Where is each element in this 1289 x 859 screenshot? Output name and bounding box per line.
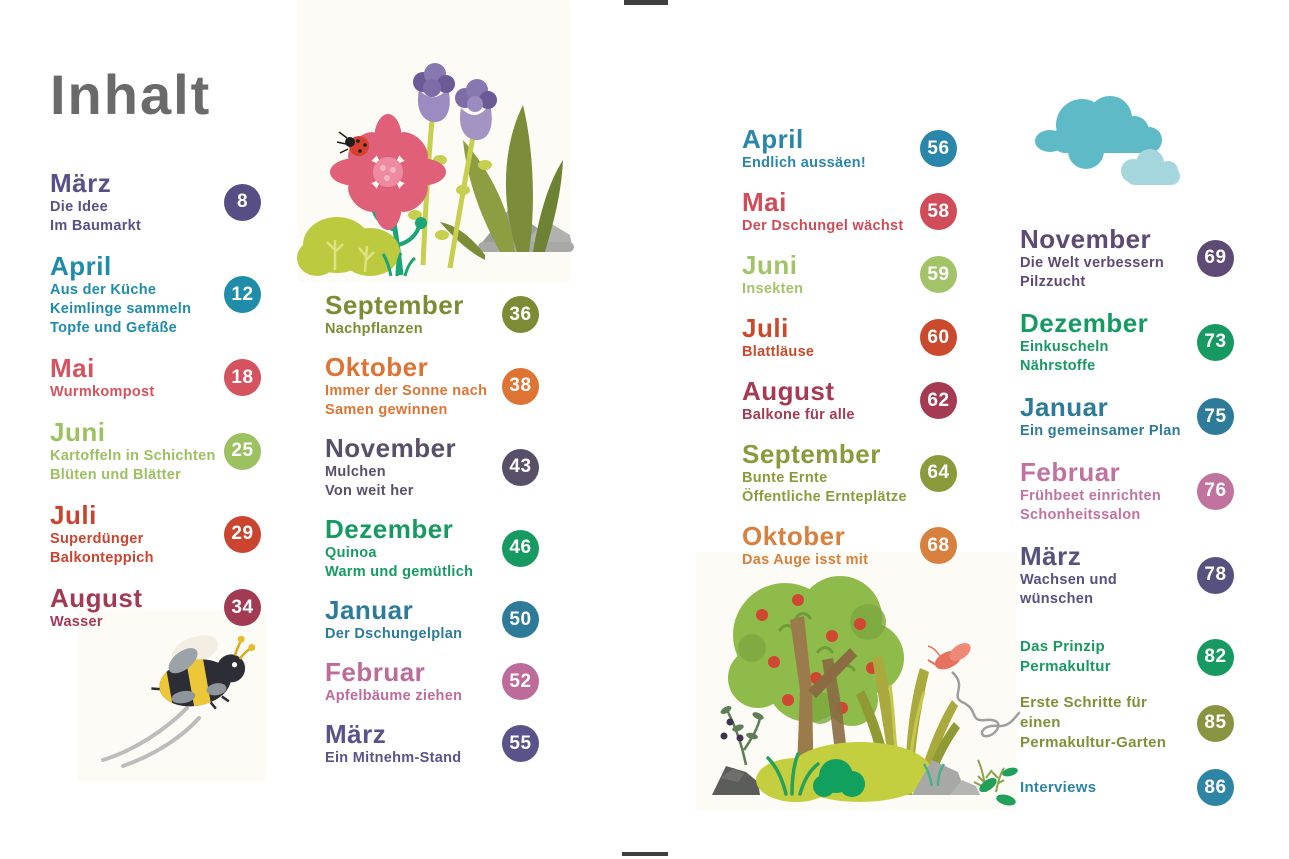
toc-section-entry <box>1020 693 1234 753</box>
entry-subtitle: Erste Schritte für einen <box>1020 694 1148 731</box>
month-heading: September <box>742 439 881 469</box>
entry-subtitle: Der Dschungel wächst <box>742 218 904 234</box>
toc-month-entry <box>50 168 261 236</box>
month-heading: April <box>50 251 112 281</box>
entry-subtitle: Samen gewinnen <box>325 402 448 418</box>
entry-subtitle: Schonheitssalon <box>1020 507 1141 523</box>
entry-subtitle: Endlich aussäen! <box>742 155 867 171</box>
flower-meadow-icon <box>295 30 575 280</box>
bumblebee-illustration <box>95 612 280 777</box>
entry-text <box>1020 541 1197 609</box>
entry-text <box>1020 308 1197 376</box>
toc-month-entry <box>325 352 539 420</box>
entry-subtitle: Topfe und Gefäße <box>50 320 177 336</box>
toc-month-entry <box>1020 457 1234 525</box>
garden-tree-illustration <box>700 560 1020 810</box>
toc-month-entry <box>325 433 539 501</box>
month-heading: Januar <box>325 595 414 625</box>
entry-subtitle: Balkone für alle <box>742 407 855 423</box>
toc-column-3 <box>742 124 957 584</box>
entry-text <box>742 439 920 507</box>
entry-subtitle: Superdünger <box>50 531 144 547</box>
toc-column-4 <box>1020 224 1234 822</box>
month-heading: November <box>1020 224 1152 254</box>
page-number-badge: 68 <box>920 527 957 564</box>
entry-text <box>325 657 502 706</box>
month-heading: Dezember <box>325 514 454 544</box>
entry-subtitle: Quinoa <box>325 545 377 561</box>
page-number-badge: 25 <box>224 433 261 470</box>
month-heading: März <box>50 168 112 198</box>
toc-month-entry <box>742 124 957 173</box>
entry-text <box>742 313 920 362</box>
entry-subtitle: Wasser <box>50 614 103 630</box>
flower-meadow-illustration <box>295 30 575 280</box>
page-number-badge: 69 <box>1197 240 1234 277</box>
month-heading: Juni <box>50 417 106 447</box>
month-heading: Juli <box>50 500 97 530</box>
month-heading: Februar <box>325 657 426 687</box>
page-number-badge: 52 <box>502 663 539 700</box>
month-heading: Juni <box>742 250 798 280</box>
toc-column-1 <box>50 168 261 647</box>
toc-month-entry <box>742 439 957 507</box>
entry-subtitle: Ein gemeinsamer Plan <box>1020 423 1181 439</box>
page-number-badge: 62 <box>920 382 957 419</box>
entry-subtitle: Pilzzucht <box>1020 274 1086 290</box>
entry-subtitle: Insekten <box>742 281 804 297</box>
page-number-badge: 46 <box>502 530 539 567</box>
month-heading: September <box>325 290 464 320</box>
page-title: Inhalt <box>50 63 212 126</box>
toc-section-entry <box>1020 769 1234 806</box>
clouds-illustration <box>1030 85 1200 195</box>
toc-month-entry <box>742 313 957 362</box>
page-number-badge: 56 <box>920 130 957 167</box>
entry-subtitle: Öffentliche Ernteplätze <box>742 489 907 505</box>
month-heading: Mai <box>50 353 95 383</box>
entry-text <box>50 353 224 402</box>
toc-month-entry <box>325 290 539 339</box>
entry-subtitle: Interviews <box>1020 778 1097 796</box>
entry-subtitle: Wurmkompost <box>50 384 155 400</box>
entry-subtitle: Das Prinzip Permakultur <box>1020 638 1111 675</box>
entry-text <box>1020 693 1197 753</box>
entry-text <box>742 376 920 425</box>
entry-text <box>325 433 502 501</box>
month-heading: August <box>742 376 835 406</box>
page-number-badge: 76 <box>1197 473 1234 510</box>
entry-subtitle: Der Dschungelplan <box>325 626 463 642</box>
page-number-badge: 29 <box>224 516 261 553</box>
entry-subtitle: Immer der Sonne nach <box>325 383 488 399</box>
page-number-badge: 58 <box>920 193 957 230</box>
entry-subtitle: Die Idee <box>50 199 109 215</box>
month-heading: April <box>742 124 804 154</box>
entry-subtitle: Einkuscheln <box>1020 339 1109 355</box>
bumblebee-icon <box>95 612 280 777</box>
toc-month-entry <box>742 376 957 425</box>
month-heading: August <box>50 583 143 613</box>
month-heading: Mai <box>742 187 787 217</box>
entry-text <box>1020 637 1197 677</box>
toc-section-entry <box>1020 637 1234 677</box>
page-number-badge: 38 <box>502 368 539 405</box>
entry-text <box>742 250 920 299</box>
entry-text <box>1020 778 1197 798</box>
entry-text <box>325 595 502 644</box>
entry-text <box>325 352 502 420</box>
entry-text <box>50 168 224 236</box>
entry-subtitle: Kartoffeln in Schichten <box>50 448 216 464</box>
entry-text <box>325 514 502 582</box>
toc-month-entry <box>1020 308 1234 376</box>
entry-subtitle: Das Auge isst mit <box>742 552 869 568</box>
page-number-badge: 64 <box>920 455 957 492</box>
entry-text <box>50 417 224 485</box>
page-number-badge: 18 <box>224 359 261 396</box>
page-number-badge: 50 <box>502 601 539 638</box>
month-heading: Dezember <box>1020 308 1149 338</box>
entry-subtitle: Permakultur-Garten <box>1020 734 1167 751</box>
entry-subtitle: Blattläuse <box>742 344 815 360</box>
toc-month-entry <box>325 657 539 706</box>
toc-month-entry <box>325 719 539 768</box>
page-number-badge: 55 <box>502 725 539 762</box>
page-number-badge: 34 <box>224 589 261 626</box>
entry-text <box>1020 457 1197 525</box>
entry-subtitle: Nachpflanzen <box>325 321 423 337</box>
entry-subtitle: Frühbeet einrichten <box>1020 488 1162 504</box>
entry-text <box>325 290 502 339</box>
entry-subtitle: Ein Mitnehm-Stand <box>325 750 462 766</box>
month-heading: Oktober <box>325 352 429 382</box>
page-number-badge: 85 <box>1197 705 1234 742</box>
toc-month-entry <box>50 417 261 485</box>
entry-subtitle: Apfelbäume ziehen <box>325 688 463 704</box>
page-number-badge: 12 <box>224 276 261 313</box>
entry-subtitle: Im Baumarkt <box>50 218 142 234</box>
page-number-badge: 78 <box>1197 557 1234 594</box>
fold-mark-top <box>624 0 668 5</box>
page-number-badge: 60 <box>920 319 957 356</box>
entry-text <box>325 719 502 768</box>
page-number-badge: 86 <box>1197 769 1234 806</box>
toc-month-entry <box>742 250 957 299</box>
entry-subtitle: Balkonteppich <box>50 550 154 566</box>
entry-subtitle: wünschen <box>1020 591 1094 607</box>
entry-subtitle: Warm und gemütlich <box>325 564 474 580</box>
toc-month-entry <box>50 353 261 402</box>
toc-column-2 <box>325 290 539 781</box>
entry-subtitle: Blüten und Blätter <box>50 467 182 483</box>
garden-tree-icon <box>700 560 1020 810</box>
entry-text <box>742 124 920 173</box>
month-heading: Juli <box>742 313 789 343</box>
entry-text <box>1020 392 1197 441</box>
toc-month-entry <box>1020 224 1234 292</box>
page-number-badge: 82 <box>1197 639 1234 676</box>
entry-subtitle: Nährstoffe <box>1020 358 1096 374</box>
fold-mark-bottom <box>622 852 668 856</box>
clouds-icon <box>1030 85 1200 195</box>
toc-month-entry <box>50 251 261 338</box>
page-number-badge: 36 <box>502 296 539 333</box>
month-heading: Februar <box>1020 457 1121 487</box>
entry-subtitle: Keimlinge sammeln <box>50 301 192 317</box>
entry-subtitle: Aus der Küche <box>50 282 157 298</box>
entry-text <box>50 500 224 568</box>
toc-month-entry <box>50 500 261 568</box>
month-heading: März <box>1020 541 1082 571</box>
page-number-badge: 59 <box>920 256 957 293</box>
entry-subtitle: Von weit her <box>325 483 414 499</box>
page-number-badge: 43 <box>502 449 539 486</box>
month-heading: März <box>325 719 387 749</box>
entry-text <box>1020 224 1197 292</box>
page-number-badge: 75 <box>1197 398 1234 435</box>
toc-month-entry <box>1020 541 1234 609</box>
butterfly-icon <box>928 639 974 673</box>
entry-subtitle: Wachsen und <box>1020 572 1118 588</box>
entry-subtitle: Bunte Ernte <box>742 470 828 486</box>
toc-month-entry <box>325 514 539 582</box>
entry-subtitle: Die Welt verbessern <box>1020 255 1165 271</box>
toc-month-entry <box>742 187 957 236</box>
month-heading: November <box>325 433 457 463</box>
entry-text <box>50 251 224 338</box>
toc-month-entry <box>325 595 539 644</box>
month-heading: Januar <box>1020 392 1109 422</box>
month-heading: Oktober <box>742 521 846 551</box>
entry-subtitle: Mulchen <box>325 464 386 480</box>
entry-text <box>742 187 920 236</box>
page-number-badge: 8 <box>224 184 261 221</box>
page-number-badge: 73 <box>1197 324 1234 361</box>
toc-month-entry <box>1020 392 1234 441</box>
